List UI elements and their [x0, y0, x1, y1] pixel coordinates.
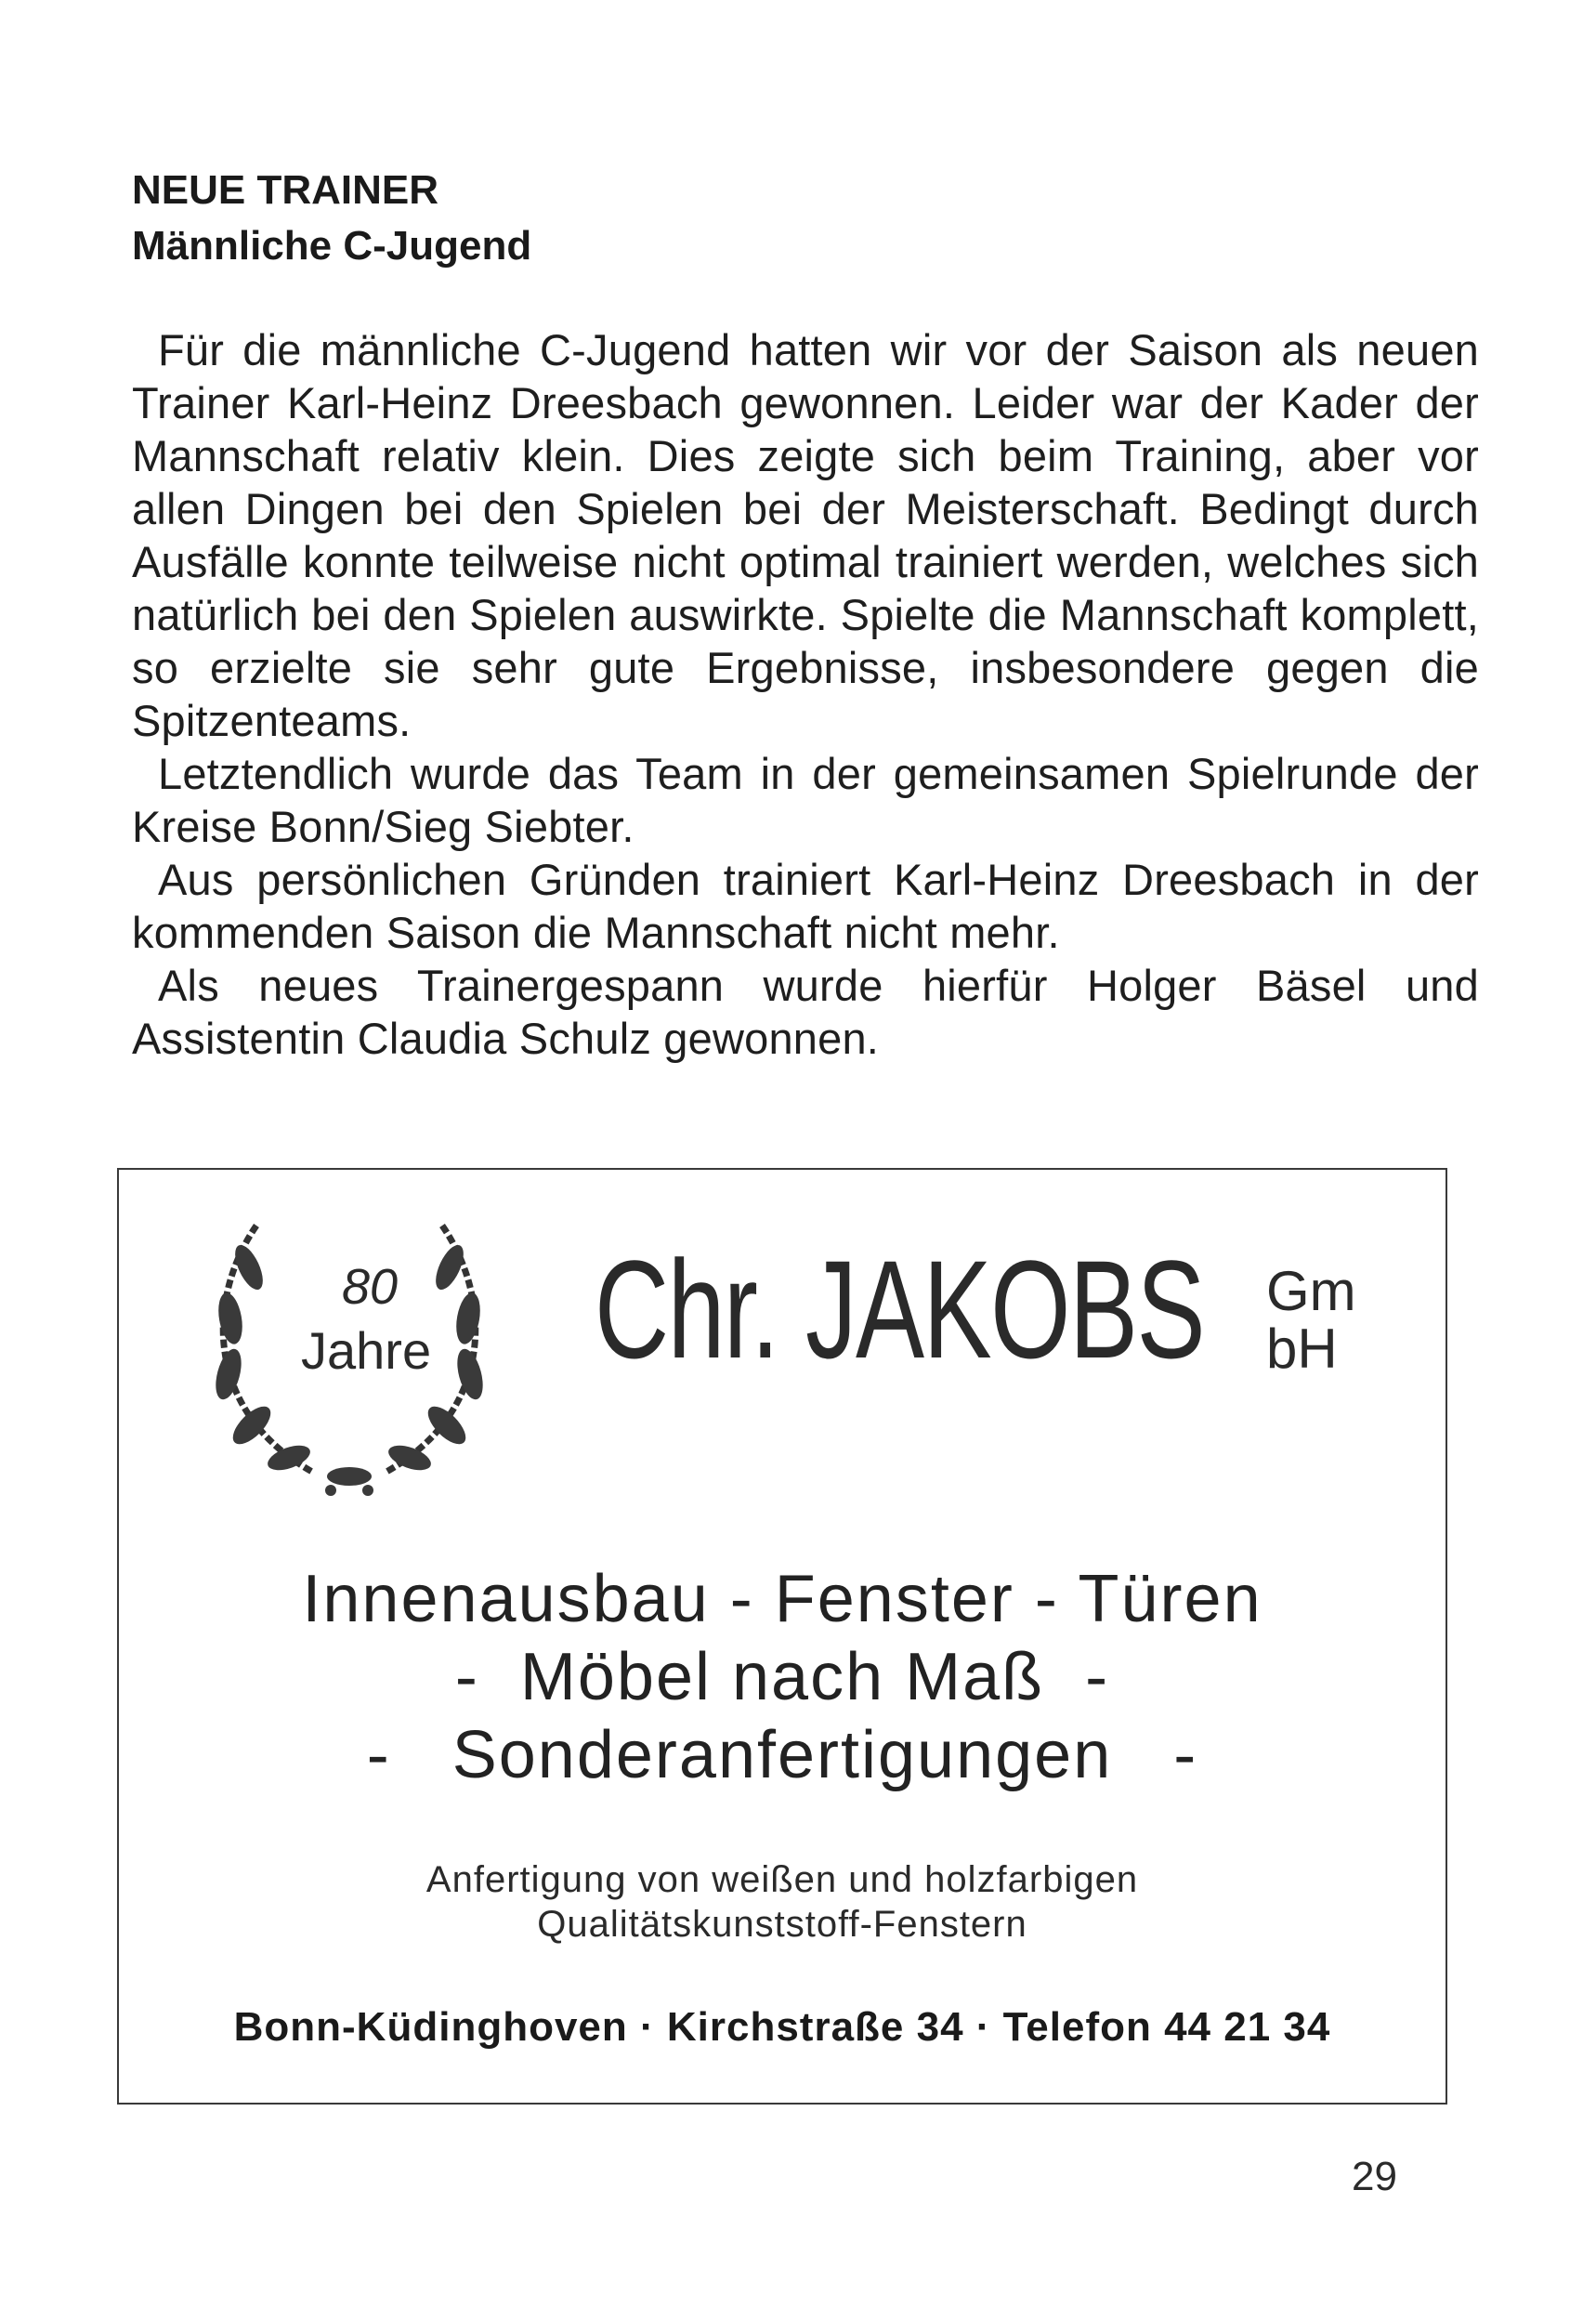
company-legal-form [1266, 1260, 1356, 1380]
services-line: - Möbel nach Maß - [454, 1640, 1110, 1714]
article-title: NEUE TRAINER [132, 167, 439, 213]
advertisement [117, 1168, 1447, 2105]
product-note [119, 1857, 1446, 1947]
article-body [132, 323, 1479, 1065]
services-line: Innenausbau - Fenster - Türen [302, 1562, 1262, 1636]
contact-address: Bonn-Küdinghoven · Kirchstraße 34 · Telefon 44 21 34 [233, 2004, 1331, 2050]
anniversary-label: Jahre [301, 1321, 432, 1380]
product-note-line: Anfertigung von weißen und holzfarbigen [425, 1859, 1139, 1900]
page-number: 29 [1352, 2154, 1397, 2199]
article-heading [132, 163, 531, 274]
company-legal-form-line: Gm [1266, 1260, 1356, 1322]
article-paragraph: Als neues Trainergespann wurde hierfür Holger Bäsel und Assistentin Claudia Schulz gewonnen. [132, 961, 1479, 1063]
anniversary-number: 80 [342, 1259, 399, 1315]
company-legal-form-line: bH [1266, 1318, 1338, 1380]
company-name: Chr. JAKOBS [595, 1231, 1205, 1387]
article-paragraph: Letztendlich wurde das Team in der gemeinsamen Spielrunde der Kreise Bonn/Sieg Siebter. [132, 749, 1479, 851]
article-paragraph: Für die männliche C-Jugend hatten wir vor der Saison als neuen Trainer Karl-Heinz Dreesbach gewonnen. Leider war der Kader der Mannschaft relativ klein. Dies zeigte sich beim Training, aber vor allen Dingen bei den Spielen bei der Meisterschaft. Bedingt durch Ausfälle konnte teilweise nicht optimal trainiert werden, welches sich natürlich bei den Spielen auswirkte. Spielte die Mannschaft komplett, so erzielte sie sehr gute Ergebnisse, insbesondere gegen die Spitzenteams. [132, 325, 1479, 745]
article-subtitle: Männliche C-Jugend [132, 223, 532, 269]
services-line: - Sonderanfertigungen - [366, 1718, 1198, 1792]
services-list [119, 1560, 1446, 1794]
product-note-line: Qualitätskunststoff-Fenstern [537, 1904, 1027, 1945]
article-paragraph: Aus persönlichen Gründen trainiert Karl-Heinz Dreesbach in der kommenden Saison die Mannschaft nicht mehr. [132, 855, 1479, 957]
